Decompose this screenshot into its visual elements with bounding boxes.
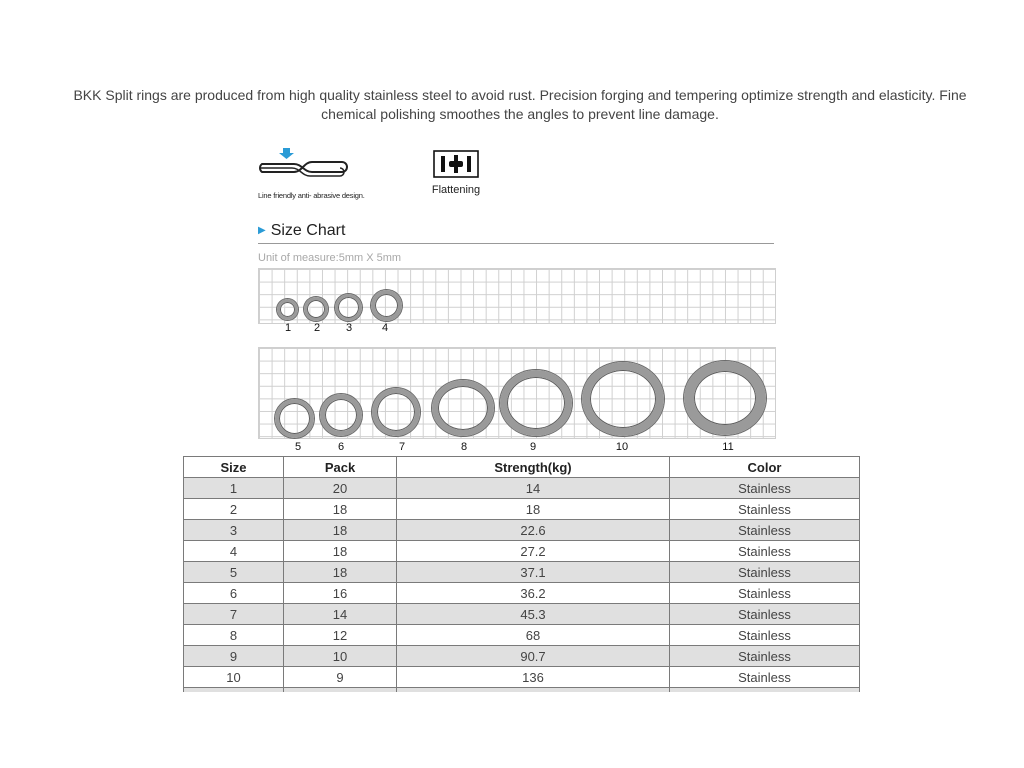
table-row (184, 604, 860, 625)
cell-strength: 36.2 (397, 583, 670, 604)
feature-caption: Line friendly anti- abrasive design. (258, 191, 365, 200)
cell-pack: 9 (284, 667, 397, 688)
split-ring-image (275, 399, 314, 438)
ring-size-label: 7 (398, 441, 406, 453)
cell-color: Stainless (670, 583, 860, 604)
column-header-strength: Strength(kg) (397, 457, 670, 478)
cell-size: 8 (184, 625, 284, 646)
column-header-pack: Pack (284, 457, 397, 478)
split-ring-image (335, 294, 362, 321)
cell-color: Stainless (670, 646, 860, 667)
table-row (184, 646, 860, 667)
cell-pack: 18 (284, 520, 397, 541)
table-row (184, 478, 860, 499)
table-row (184, 541, 860, 562)
table-row (184, 520, 860, 541)
unit-of-measure: Unit of measure:5mm X 5mm (258, 252, 402, 264)
size-table (183, 456, 860, 692)
cell-strength: 136 (397, 667, 670, 688)
cell-pack: 10 (284, 646, 397, 667)
ring-size-label: 2 (313, 322, 321, 334)
cell-pack: 12 (284, 625, 397, 646)
cell-size: 4 (184, 541, 284, 562)
table-header-row (184, 457, 860, 478)
cell-strength: 90.7 (397, 646, 670, 667)
cell-color: Stainless (670, 604, 860, 625)
table-row (184, 499, 860, 520)
cell-strength: 22.6 (397, 520, 670, 541)
split-ring-image (582, 362, 664, 436)
cell-color: Stainless (670, 667, 860, 688)
anti-abrasive-ring-icon (258, 146, 348, 186)
cell-pack: 18 (284, 562, 397, 583)
flattening-icon (433, 150, 479, 178)
cell-pack: 14 (284, 604, 397, 625)
ring-size-label: 9 (529, 441, 537, 453)
table-row (184, 667, 860, 688)
feature-caption: Flattening (431, 184, 481, 196)
cell-color: Stainless (670, 499, 860, 520)
cell-size: 2 (184, 499, 284, 520)
divider (258, 243, 774, 244)
cell-color: Stainless (670, 625, 860, 646)
product-description (60, 86, 980, 124)
cell-color: Stainless (670, 520, 860, 541)
size-chart-title-text: Size Chart (270, 222, 346, 239)
table-row-partial (184, 688, 860, 693)
split-ring-image (500, 370, 572, 436)
ring-size-label: 5 (294, 441, 302, 453)
description-line-1: BKK Split rings are produced from high quality stainless steel to avoid rust. Precision forging and tempering optimize strength and elasticity. Fine (73, 87, 967, 103)
triangle-bullet-icon: ▶ (258, 225, 266, 236)
cell-size: 7 (184, 604, 284, 625)
cell-strength: 45.3 (397, 604, 670, 625)
cell-strength: 37.1 (397, 562, 670, 583)
split-ring-image (371, 290, 402, 321)
ring-size-label: 3 (345, 322, 353, 334)
table-row (184, 583, 860, 604)
cell-size: 9 (184, 646, 284, 667)
feature-flattening (426, 150, 486, 196)
cell-strength: 14 (397, 478, 670, 499)
ring-size-label: 10 (615, 441, 629, 453)
ring-size-label: 1 (284, 322, 292, 334)
cell-color: Stainless (670, 541, 860, 562)
table-row (184, 562, 860, 583)
split-ring-image (372, 388, 420, 436)
ring-size-label: 11 (722, 441, 734, 453)
size-table-container (183, 456, 861, 692)
cell-pack: 18 (284, 499, 397, 520)
split-ring-image (277, 299, 298, 320)
split-ring-image (320, 394, 362, 436)
table-row (184, 625, 860, 646)
cell-color: Stainless (670, 562, 860, 583)
cell-strength: 27.2 (397, 541, 670, 562)
column-header-size: Size (184, 457, 284, 478)
cell-pack: 20 (284, 478, 397, 499)
cell-color: Stainless (670, 478, 860, 499)
column-header-color: Color (670, 457, 860, 478)
feature-anti-abrasive (258, 146, 368, 200)
ring-size-label: 4 (381, 322, 389, 334)
split-ring-image (684, 361, 766, 435)
size-chart-title (258, 222, 345, 240)
size-grid-small (258, 268, 776, 324)
split-ring-image (304, 297, 328, 321)
description-line-2: chemical polishing smoothes the angles to prevent line damage. (321, 106, 719, 122)
ring-size-label: 8 (460, 441, 468, 453)
split-ring-image (432, 380, 494, 436)
cell-size: 5 (184, 562, 284, 583)
ring-size-label: 6 (337, 441, 345, 453)
cell-size: 3 (184, 520, 284, 541)
cell-size: 6 (184, 583, 284, 604)
cell-strength: 18 (397, 499, 670, 520)
cell-size: 10 (184, 667, 284, 688)
cell-strength: 68 (397, 625, 670, 646)
cell-size: 1 (184, 478, 284, 499)
cell-pack: 18 (284, 541, 397, 562)
cell-pack: 16 (284, 583, 397, 604)
